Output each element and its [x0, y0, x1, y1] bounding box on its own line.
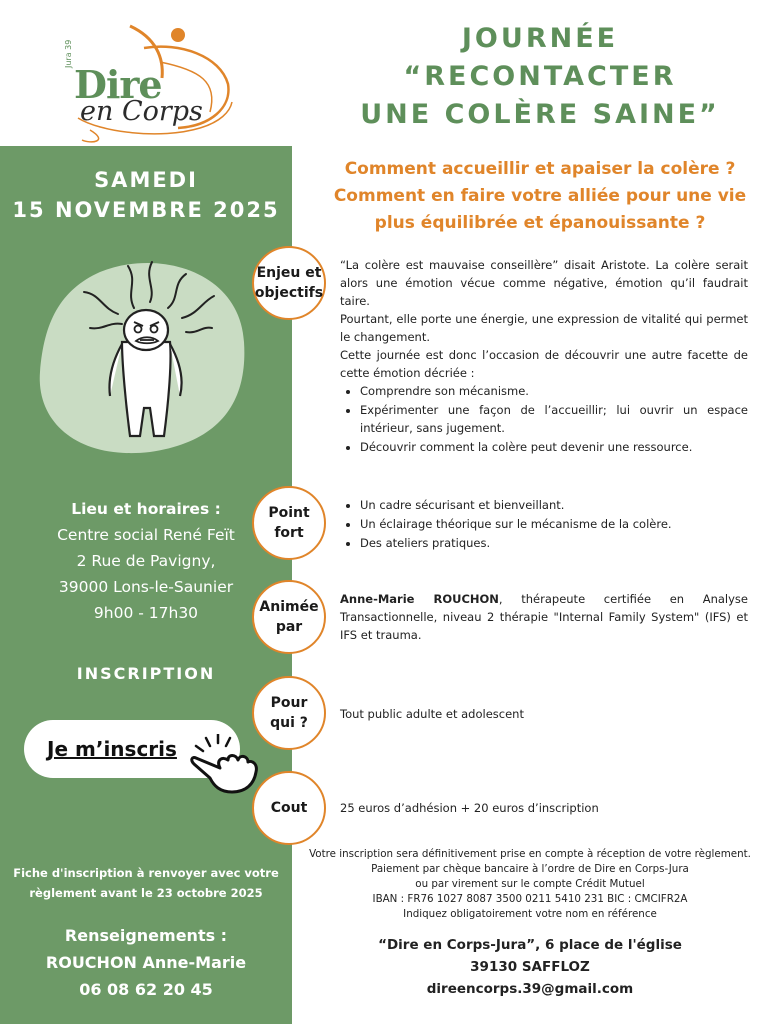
- contact-phone: 06 08 62 20 45: [79, 980, 213, 999]
- title-line-1: JOURNÉE: [461, 23, 619, 54]
- location-line: 2 Rue de Pavigny,: [76, 552, 216, 570]
- animee-content: [340, 590, 748, 644]
- label-line: Cout: [270, 800, 308, 816]
- angry-person-illustration: [30, 252, 270, 462]
- location-line: 39000 Lons-le-Saunier: [58, 578, 234, 596]
- label-pour-qui: [252, 676, 326, 750]
- paragraph: Pourtant, elle porte une énergie, une expression de vitalité qui permet le changement.: [340, 312, 748, 344]
- label-animee-par: [252, 580, 326, 654]
- payment-line: IBAN : FR76 1027 8087 3500 0211 5410 231 BIC : CMCIFR2A: [372, 893, 688, 905]
- cout-content: [340, 799, 748, 817]
- label-line: Enjeu et: [256, 265, 322, 281]
- logo-encorps-text: en Corps: [80, 96, 203, 127]
- location-line: 9h00 - 17h30: [93, 604, 199, 622]
- contact-block: [0, 922, 292, 1003]
- label-point-fort: [252, 486, 326, 560]
- location-line: Centre social René Feït: [57, 526, 235, 544]
- logo: [60, 18, 240, 148]
- paragraph: “La colère est mauvaise conseillère” disait Aristote. La colère serait alors une émotion vécue comme négative, émotion qu’il faudrait taire.: [340, 258, 748, 308]
- audience-text: Tout public adulte et adolescent: [340, 707, 524, 721]
- logo-jura-text: Jura 39: [64, 39, 73, 68]
- address-line: “Dire en Corps-Jura”, 6 place de l'église: [378, 937, 682, 953]
- payment-line: Indiquez obligatoirement votre nom en référence: [403, 908, 657, 920]
- email-link[interactable]: direencorps.39@gmail.com: [426, 981, 634, 997]
- registration-note: [0, 863, 292, 903]
- point-fort-content: [340, 496, 748, 553]
- date-full: 15 NOVEMBRE 2025: [12, 198, 280, 222]
- label-line: Pour: [270, 695, 308, 711]
- list-item: • Comprendre son mécanisme.: [360, 382, 748, 400]
- subtitle-line: plus équilibrée et épanouissante ?: [374, 213, 706, 233]
- address-block: [300, 934, 760, 1000]
- facilitator-name: Anne-Marie ROUCHON: [340, 592, 499, 606]
- date-day: SAMEDI: [94, 168, 198, 192]
- registration-note-line: Fiche d'inscription à renvoyer avec votre: [13, 866, 279, 880]
- payment-line: Paiement par chèque bancaire à l’ordre de Dire en Corps-Jura: [371, 863, 689, 875]
- register-button-label: Je m’inscris: [47, 737, 177, 761]
- payment-line: ou par virement sur le compte Crédit Mutuel: [415, 878, 645, 890]
- enjeu-content: [340, 256, 748, 457]
- contact-name: ROUCHON Anne-Marie: [45, 953, 247, 972]
- pour-qui-content: [340, 705, 748, 723]
- registration-note-line: règlement avant le 23 octobre 2025: [29, 886, 263, 900]
- list-item: • Un éclairage théorique sur le mécanisme de la colère.: [360, 515, 748, 533]
- payment-line: Votre inscription sera définitivement prise en compte à réception de votre règlement.: [309, 848, 751, 860]
- objectives-list: [340, 382, 748, 456]
- location-block: [0, 496, 292, 626]
- list-item: • Un cadre sécurisant et bienveillant.: [360, 496, 748, 514]
- label-line: qui ?: [270, 715, 308, 731]
- event-date: [0, 165, 292, 225]
- angry-person-icon: [30, 252, 270, 462]
- label-line: Point: [268, 505, 310, 521]
- label-enjeu: [252, 246, 326, 320]
- label-cout: [252, 771, 326, 845]
- list-item: • Découvrir comment la colère peut devenir une ressource.: [360, 438, 748, 456]
- subtitle: [320, 156, 760, 237]
- inscription-heading: INSCRIPTION: [76, 664, 216, 683]
- title-line-2: “RECONTACTER: [403, 61, 677, 92]
- title-line-3: UNE COLÈRE SAINE”: [360, 99, 720, 130]
- price-text: 25 euros d’adhésion + 20 euros d’inscription: [340, 801, 599, 815]
- contact-heading: Renseignements :: [64, 926, 228, 945]
- label-line: fort: [274, 525, 304, 541]
- paragraph: Cette journée est donc l’occasion de découvrir une autre facette de cette émotion décriée :: [340, 348, 748, 380]
- strengths-list: [340, 496, 748, 552]
- logo-dire-text: Dire: [74, 62, 162, 107]
- label-line: objectifs: [254, 285, 324, 301]
- location-heading: Lieu et horaires :: [71, 500, 221, 518]
- list-item: • Des ateliers pratiques.: [360, 534, 748, 552]
- address-line: 39130 SAFFLOZ: [470, 959, 590, 975]
- subtitle-line: Comment en faire votre alliée pour une vie: [333, 186, 747, 206]
- subtitle-line: Comment accueillir et apaiser la colère ?: [344, 159, 736, 179]
- payment-info: [300, 847, 760, 922]
- pointing-hand-icon: [186, 734, 264, 796]
- list-item: • Expérimenter une façon de l’accueillir; lui ouvrir un espace intérieur, sans jugement.: [360, 401, 748, 437]
- label-line: par: [275, 619, 303, 635]
- label-line: Animée: [259, 599, 319, 615]
- facilitator-description: , thérapeute certifiée en Analyse Transactionnelle, niveau 2 thérapie "Internal Family System" (IFS) et IFS et trauma.: [340, 592, 749, 642]
